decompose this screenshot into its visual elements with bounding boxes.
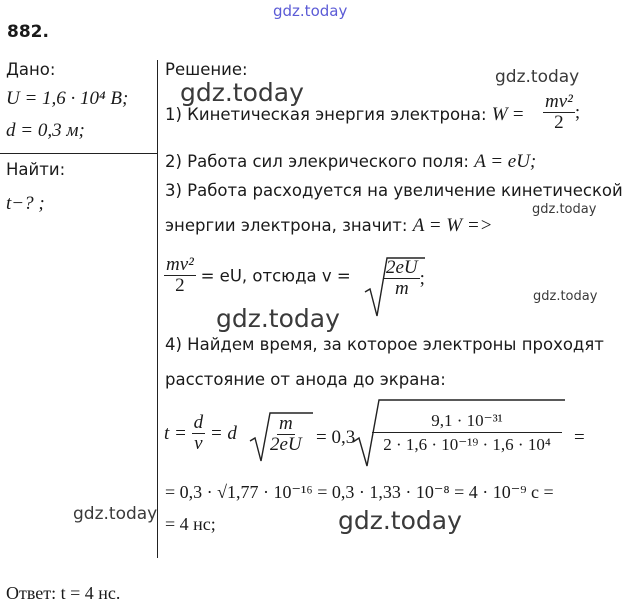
find-time: t−? ; — [6, 193, 45, 214]
watermark: gdz.today — [273, 2, 348, 20]
find-heading: Найти: — [6, 160, 66, 179]
t-frac-numerator: d — [193, 412, 204, 433]
watermark: gdz.today — [533, 289, 598, 304]
step-3-text: энергии электрона, значит: — [165, 216, 413, 235]
time-equation — [164, 413, 237, 455]
time-root-denominator: 2eU — [270, 433, 302, 455]
step-1-fraction: $\frac{\text{mv²}}{2}$ ; — [545, 91, 581, 133]
step-2-text: 2) Работа сил элекрического поля: — [165, 152, 475, 171]
big-denominator: 2 · 1,6 · 10⁻¹⁹ · 1,6 · 10⁴ — [383, 435, 551, 455]
step-1-denominator: 2 — [554, 111, 564, 133]
t-eq-03: = 0,3 — [316, 427, 356, 448]
step-3-line-2 — [165, 215, 493, 237]
step-2-formula: A = eU; — [474, 151, 537, 172]
t-lhs: t = — [164, 422, 187, 444]
step-4-line-2: расстояние от анода до экрана: — [165, 370, 446, 389]
time-root-numerator: m — [278, 413, 293, 434]
watermark: gdz.today — [180, 78, 304, 107]
step-1: 1) Кинетическая энергия электрона: W = — [165, 104, 524, 125]
solution-heading: Решение: — [165, 60, 248, 79]
step-1-text: 1) Кинетическая энергия электрона: — [165, 105, 492, 124]
velocity-root: $\frac{2eU}{m}$ ; — [386, 257, 425, 299]
watermark: gdz.today — [495, 67, 580, 87]
t-eq-d: = d — [209, 422, 237, 444]
horizontal-divider — [0, 153, 158, 154]
result-line-1: = 0,3 · √1,77 · 10⁻¹⁶ = 0,3 · 1,33 · 10⁻⁸ = 4 · 10⁻⁹ с = — [165, 482, 554, 502]
equation-velocity — [164, 255, 351, 297]
watermark: gdz.today — [73, 504, 158, 524]
vertical-divider — [157, 60, 158, 558]
watermark: gdz.today — [338, 506, 462, 535]
velocity-root-denominator: m — [394, 277, 409, 299]
given-heading: Дано: — [6, 60, 56, 79]
big-numerator: 9,1 · 10⁻³¹ — [372, 410, 562, 433]
eq-middle: = eU, отсюда v = — [200, 266, 351, 286]
step-3-line-1: 3) Работа расходуется на увеличение кинетической — [165, 181, 623, 200]
step-1-numerator: mv² — [545, 91, 573, 112]
step-4-line-1: 4) Найдем время, за которое электроны проходят — [165, 335, 604, 354]
time-root — [268, 414, 304, 456]
step-2 — [165, 151, 536, 173]
watermark: gdz.today — [216, 304, 340, 333]
watermark: gdz.today — [532, 202, 597, 217]
big-equals: = — [574, 427, 585, 448]
answer: Ответ: t = 4 нс. — [6, 583, 121, 603]
eq-denominator: 2 — [175, 274, 185, 296]
t-frac-denominator: v — [194, 432, 203, 454]
eq-numerator: mv² — [166, 254, 194, 275]
velocity-root-numerator: 2eU — [386, 257, 418, 278]
result-line-2: = 4 нс; — [165, 514, 216, 534]
big-fraction — [372, 410, 562, 457]
problem-number: 882. — [7, 22, 49, 42]
step-3-formula: A = W => — [412, 215, 493, 236]
step-1-W: W — [491, 104, 508, 125]
given-distance: d = 0,3 м; — [6, 120, 85, 141]
given-voltage: U = 1,6 · 10⁴ В; — [6, 88, 129, 109]
